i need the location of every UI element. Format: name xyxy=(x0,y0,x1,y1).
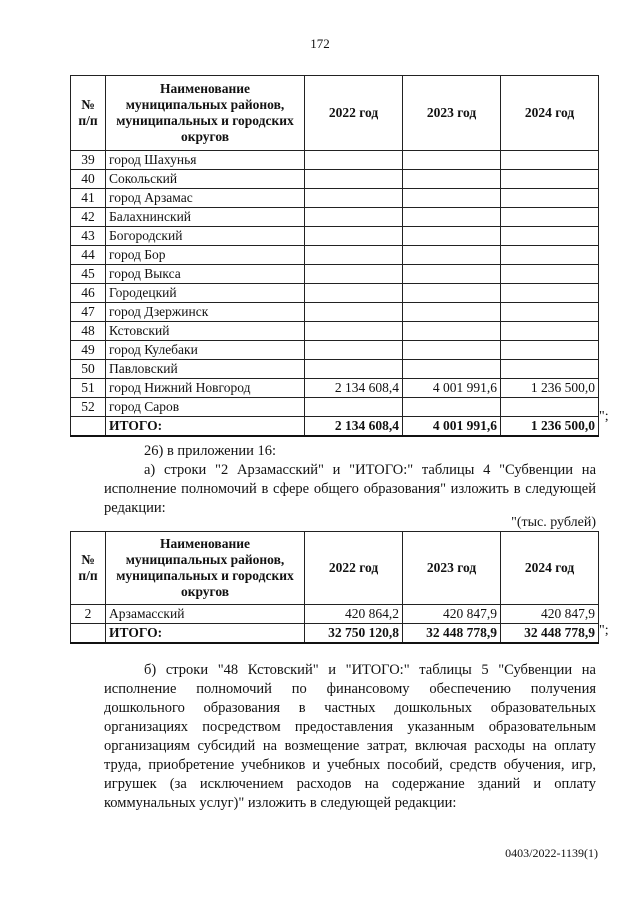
row-name: город Шахунья xyxy=(106,151,305,170)
row-2022 xyxy=(305,170,403,189)
table-row xyxy=(71,151,599,170)
total-2023: 4 001 991,6 xyxy=(403,417,501,437)
row-name: Павловский xyxy=(106,360,305,379)
row-2024 xyxy=(501,208,599,227)
row-2022 xyxy=(305,151,403,170)
row-2023 xyxy=(403,303,501,322)
row-2023 xyxy=(403,246,501,265)
row-number: 2 xyxy=(71,605,106,624)
row-2022 xyxy=(305,322,403,341)
row-2023 xyxy=(403,227,501,246)
table-1-body xyxy=(71,151,599,417)
row-2022 xyxy=(305,189,403,208)
document-code: 0403/2022-1139(1) xyxy=(505,846,598,860)
row-number: 43 xyxy=(71,227,106,246)
row-2022 xyxy=(305,303,403,322)
table-row xyxy=(71,189,599,208)
table-row xyxy=(71,360,599,379)
row-2024 xyxy=(501,398,599,417)
table-row xyxy=(71,605,599,624)
row-2024 xyxy=(501,360,599,379)
table-2 xyxy=(70,531,599,644)
row-number: 40 xyxy=(71,170,106,189)
row-name: Балахнинский xyxy=(106,208,305,227)
header-2023: 2023 год xyxy=(403,532,501,605)
total-label: ИТОГО: xyxy=(106,417,305,437)
row-2023 xyxy=(403,265,501,284)
table-row xyxy=(71,284,599,303)
row-2024 xyxy=(501,189,599,208)
table-2-total-row xyxy=(71,624,599,644)
row-2023 xyxy=(403,398,501,417)
table-row xyxy=(71,303,599,322)
table-row xyxy=(71,246,599,265)
section-26-heading: 26) в приложении 16: xyxy=(144,443,277,459)
table-2-body xyxy=(71,605,599,624)
row-2023 xyxy=(403,322,501,341)
row-2023 xyxy=(403,284,501,303)
page-number: 172 xyxy=(310,36,330,51)
row-name: город Арзамас xyxy=(106,189,305,208)
table-1-total-row xyxy=(71,417,599,437)
table-1-closing-quote: "; xyxy=(599,409,609,424)
table-row xyxy=(71,265,599,284)
row-number: 42 xyxy=(71,208,106,227)
row-2022 xyxy=(305,227,403,246)
row-2022: 2 134 608,4 xyxy=(305,379,403,398)
total-num xyxy=(71,417,106,437)
row-name: Арзамасский xyxy=(106,605,305,624)
row-2024 xyxy=(501,341,599,360)
row-2022 xyxy=(305,360,403,379)
row-2024 xyxy=(501,246,599,265)
row-2023 xyxy=(403,170,501,189)
row-number: 49 xyxy=(71,341,106,360)
row-2024 xyxy=(501,151,599,170)
total-label: ИТОГО: xyxy=(106,624,305,644)
row-name: город Выкса xyxy=(106,265,305,284)
table-row xyxy=(71,170,599,189)
row-2022 xyxy=(305,265,403,284)
total-2022: 32 750 120,8 xyxy=(305,624,403,644)
row-number: 47 xyxy=(71,303,106,322)
table-row xyxy=(71,341,599,360)
row-2024 xyxy=(501,322,599,341)
header-2022: 2022 год xyxy=(305,532,403,605)
row-number: 45 xyxy=(71,265,106,284)
header-2024: 2024 год xyxy=(501,76,599,151)
paragraph-a: а) строки "2 Арзамасский" и "ИТОГО:" таблицы 4 "Субвенции на исполнение полномочий в сфере общего образования" изложить в следующей редакции: xyxy=(104,462,596,516)
header-2022: 2022 год xyxy=(305,76,403,151)
row-name: город Кулебаки xyxy=(106,341,305,360)
row-2022 xyxy=(305,284,403,303)
row-name: Кстовский xyxy=(106,322,305,341)
row-2023: 4 001 991,6 xyxy=(403,379,501,398)
row-2023 xyxy=(403,151,501,170)
row-2024 xyxy=(501,227,599,246)
paragraph-b: б) строки "48 Кстовский" и "ИТОГО:" таблицы 5 "Субвенции на исполнение полномочий по финансовому обеспечению получения дошкольного образования в частных дошкольных образовательных организациях посредством предоставления указанным образовательным организациям субсидий на возмещение затрат, включая расходы на оплату труда, приобретение учебников и учебных пособий, средств обучения, игр, игрушек (за исключением расходов на содержание зданий и оплату коммунальных услуг)" изложить в следующей редакции: xyxy=(104,662,596,811)
row-2022 xyxy=(305,398,403,417)
header-name: Наименование муниципальных районов, муниципальных и городских округов xyxy=(106,76,305,151)
row-2024 xyxy=(501,265,599,284)
row-2023 xyxy=(403,341,501,360)
table-2-closing-quote: "; xyxy=(599,623,609,638)
row-2023: 420 847,9 xyxy=(403,605,501,624)
units-label: "(тыс. рублей) xyxy=(511,515,596,530)
header-num: № п/п xyxy=(71,532,106,605)
total-num xyxy=(71,624,106,644)
row-2022: 420 864,2 xyxy=(305,605,403,624)
table-row xyxy=(71,379,599,398)
row-2024: 1 236 500,0 xyxy=(501,379,599,398)
table-row xyxy=(71,227,599,246)
row-2023 xyxy=(403,208,501,227)
row-name: город Дзержинск xyxy=(106,303,305,322)
row-2024: 420 847,9 xyxy=(501,605,599,624)
row-2024 xyxy=(501,303,599,322)
header-name: Наименование муниципальных районов, муниципальных и городских округов xyxy=(106,532,305,605)
row-number: 51 xyxy=(71,379,106,398)
table-header-row xyxy=(71,532,599,605)
header-num: № п/п xyxy=(71,76,106,151)
table-row xyxy=(71,322,599,341)
row-2022 xyxy=(305,208,403,227)
row-number: 41 xyxy=(71,189,106,208)
total-2023: 32 448 778,9 xyxy=(403,624,501,644)
row-2022 xyxy=(305,341,403,360)
row-number: 52 xyxy=(71,398,106,417)
row-name: город Саров xyxy=(106,398,305,417)
header-2023: 2023 год xyxy=(403,76,501,151)
row-name: Городецкий xyxy=(106,284,305,303)
table-row xyxy=(71,398,599,417)
row-2024 xyxy=(501,284,599,303)
total-2024: 32 448 778,9 xyxy=(501,624,599,644)
row-name: Сокольский xyxy=(106,170,305,189)
table-1 xyxy=(70,75,599,437)
row-number: 50 xyxy=(71,360,106,379)
row-name: город Нижний Новгород xyxy=(106,379,305,398)
table-header-row xyxy=(71,76,599,151)
row-name: Богородский xyxy=(106,227,305,246)
row-2022 xyxy=(305,246,403,265)
row-2024 xyxy=(501,170,599,189)
row-2023 xyxy=(403,360,501,379)
row-number: 46 xyxy=(71,284,106,303)
row-2023 xyxy=(403,189,501,208)
row-number: 39 xyxy=(71,151,106,170)
row-name: город Бор xyxy=(106,246,305,265)
table-row xyxy=(71,208,599,227)
row-number: 48 xyxy=(71,322,106,341)
total-2024: 1 236 500,0 xyxy=(501,417,599,437)
header-2024: 2024 год xyxy=(501,532,599,605)
row-number: 44 xyxy=(71,246,106,265)
total-2022: 2 134 608,4 xyxy=(305,417,403,437)
